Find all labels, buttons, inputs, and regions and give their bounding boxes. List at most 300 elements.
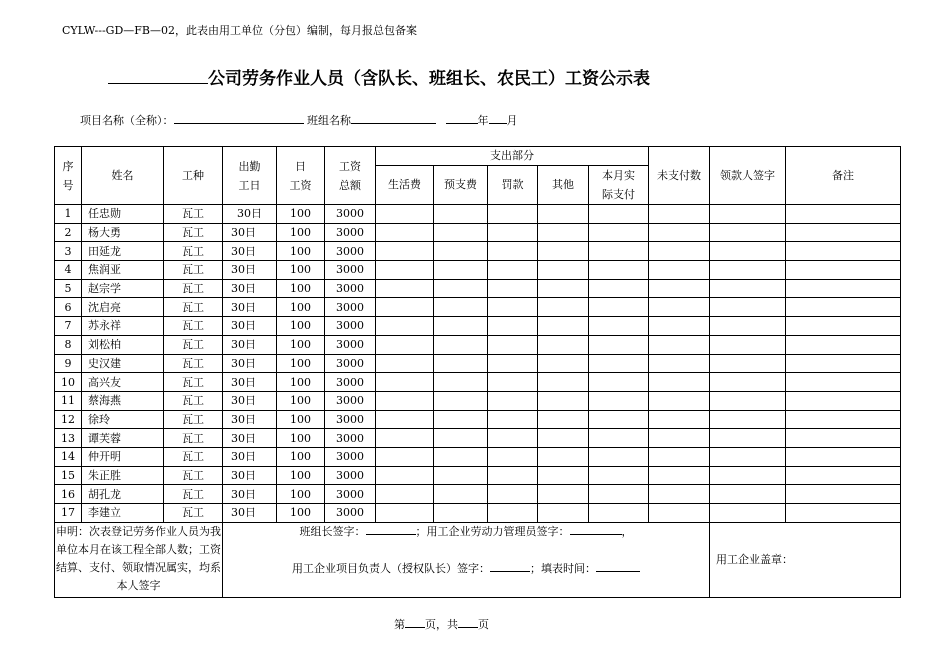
advance-cell	[434, 373, 488, 392]
remark-cell	[786, 317, 901, 336]
total-cell: 3000	[325, 410, 376, 429]
total-cell: 3000	[325, 335, 376, 354]
document-title	[108, 64, 650, 89]
seq-cell: 17	[55, 504, 82, 523]
col-living-header: 生活费	[376, 166, 434, 205]
days-cell: 30日	[223, 261, 277, 280]
advance-cell	[434, 242, 488, 261]
advance-cell	[434, 317, 488, 336]
remark-cell	[786, 504, 901, 523]
other-cell	[538, 504, 589, 523]
wage-cell: 100	[277, 223, 325, 242]
page-current-blank	[405, 616, 425, 628]
footer-row	[55, 522, 901, 597]
fill-time-blank[interactable]	[596, 560, 640, 572]
type-cell: 瓦工	[164, 466, 223, 485]
remark-cell	[786, 261, 901, 280]
other-cell	[538, 485, 589, 504]
remark-cell	[786, 242, 901, 261]
wage-cell: 100	[277, 205, 325, 224]
type-cell: 瓦工	[164, 354, 223, 373]
table-row	[55, 298, 901, 317]
penalty-cell	[488, 242, 538, 261]
seq-cell: 1	[55, 205, 82, 224]
days-cell: 30日	[223, 279, 277, 298]
total-cell: 3000	[325, 205, 376, 224]
type-cell: 瓦工	[164, 391, 223, 410]
other-cell	[538, 242, 589, 261]
type-cell: 瓦工	[164, 223, 223, 242]
unpaid-cell	[649, 447, 710, 466]
remark-cell	[786, 354, 901, 373]
sign-cell	[710, 429, 786, 448]
unpaid-cell	[649, 317, 710, 336]
col-advance-header: 预支费	[434, 166, 488, 205]
days-cell: 30日	[223, 485, 277, 504]
sign-cell	[710, 354, 786, 373]
other-cell	[538, 205, 589, 224]
actual-cell	[589, 223, 649, 242]
name-cell: 任忠勋	[82, 205, 164, 224]
type-cell: 瓦工	[164, 335, 223, 354]
penalty-cell	[488, 223, 538, 242]
col-type-header: 工种	[164, 147, 223, 205]
name-cell: 高兴友	[82, 373, 164, 392]
statement-cell: 申明：次表登记劳务作业人员为我单位本月在该工程全部人数；工资结算、支付、领取情况属实，均系本人签字	[55, 522, 223, 597]
name-cell: 李建立	[82, 504, 164, 523]
type-cell: 瓦工	[164, 410, 223, 429]
table-row	[55, 335, 901, 354]
actual-cell	[589, 205, 649, 224]
sign-cell	[710, 223, 786, 242]
seq-cell: 11	[55, 391, 82, 410]
name-cell: 刘松柏	[82, 335, 164, 354]
wage-cell: 100	[277, 485, 325, 504]
days-cell: 30日	[223, 205, 277, 224]
unpaid-cell	[649, 242, 710, 261]
days-cell: 30日	[223, 504, 277, 523]
days-cell: 30日	[223, 242, 277, 261]
page-mid: 页，共	[425, 618, 458, 631]
type-cell: 瓦工	[164, 205, 223, 224]
name-cell: 田延龙	[82, 242, 164, 261]
table-row	[55, 410, 901, 429]
other-cell	[538, 261, 589, 280]
col-actual-header: 本月实 际支付	[589, 166, 649, 205]
advance-cell	[434, 205, 488, 224]
remark-cell	[786, 466, 901, 485]
table-row	[55, 504, 901, 523]
advance-cell	[434, 466, 488, 485]
actual-cell	[589, 447, 649, 466]
total-cell: 3000	[325, 485, 376, 504]
name-cell: 仲开明	[82, 447, 164, 466]
other-cell	[538, 447, 589, 466]
col-name-header: 姓名	[82, 147, 164, 205]
penalty-cell	[488, 504, 538, 523]
total-cell: 3000	[325, 317, 376, 336]
remark-cell	[786, 429, 901, 448]
seq-cell: 14	[55, 447, 82, 466]
sign-cell	[710, 485, 786, 504]
remark-cell	[786, 485, 901, 504]
name-cell: 胡孔龙	[82, 485, 164, 504]
seq-cell: 15	[55, 466, 82, 485]
other-cell	[538, 223, 589, 242]
days-cell: 30日	[223, 223, 277, 242]
form-code-note: CYLW---GD—FB—02，此表由用工单位（分包）编制，每月报总包备案	[62, 24, 418, 37]
days-cell: 30日	[223, 466, 277, 485]
living-cell	[376, 485, 434, 504]
col-remark-header: 备注	[786, 147, 901, 205]
fill-time-label: ；填表时间：	[530, 561, 596, 575]
other-cell	[538, 354, 589, 373]
month-blank	[489, 112, 507, 124]
unpaid-cell	[649, 354, 710, 373]
days-cell: 30日	[223, 354, 277, 373]
wage-cell: 100	[277, 279, 325, 298]
wage-cell: 100	[277, 391, 325, 410]
type-cell: 瓦工	[164, 504, 223, 523]
days-cell: 30日	[223, 391, 277, 410]
living-cell	[376, 317, 434, 336]
living-cell	[376, 410, 434, 429]
total-cell: 3000	[325, 223, 376, 242]
seq-cell: 12	[55, 410, 82, 429]
days-cell: 30日	[223, 373, 277, 392]
unpaid-cell	[649, 205, 710, 224]
total-cell: 3000	[325, 279, 376, 298]
year-label: 年	[477, 114, 489, 127]
living-cell	[376, 261, 434, 280]
seq-cell: 8	[55, 335, 82, 354]
living-cell	[376, 373, 434, 392]
wage-cell: 100	[277, 298, 325, 317]
sign-cell	[710, 410, 786, 429]
page-suffix: 页	[478, 618, 489, 631]
type-cell: 瓦工	[164, 298, 223, 317]
advance-cell	[434, 504, 488, 523]
col-sign-header: 领款人签字	[710, 147, 786, 205]
seq-cell: 4	[55, 261, 82, 280]
living-cell	[376, 354, 434, 373]
remark-cell	[786, 410, 901, 429]
days-cell: 30日	[223, 298, 277, 317]
sign-cell	[710, 242, 786, 261]
name-cell: 谭芙蓉	[82, 429, 164, 448]
days-cell: 30日	[223, 410, 277, 429]
seq-cell: 7	[55, 317, 82, 336]
total-cell: 3000	[325, 354, 376, 373]
project-info-row	[80, 112, 518, 128]
actual-cell	[589, 317, 649, 336]
type-cell: 瓦工	[164, 447, 223, 466]
wage-cell: 100	[277, 354, 325, 373]
other-cell	[538, 335, 589, 354]
unpaid-cell	[649, 410, 710, 429]
advance-cell	[434, 223, 488, 242]
advance-cell	[434, 429, 488, 448]
company-name-blank	[108, 67, 208, 84]
project-name-blank	[174, 112, 304, 124]
table-body	[55, 205, 901, 523]
table-row	[55, 242, 901, 261]
table-row	[55, 391, 901, 410]
living-cell	[376, 223, 434, 242]
seq-cell: 6	[55, 298, 82, 317]
col-other-header: 其他	[538, 166, 589, 205]
penalty-cell	[488, 205, 538, 224]
remark-cell	[786, 391, 901, 410]
penalty-cell	[488, 317, 538, 336]
advance-cell	[434, 261, 488, 280]
other-cell	[538, 466, 589, 485]
penalty-cell	[488, 485, 538, 504]
remark-cell	[786, 373, 901, 392]
sign-cell	[710, 317, 786, 336]
other-cell	[538, 317, 589, 336]
team-name-blank	[351, 112, 436, 124]
advance-cell	[434, 391, 488, 410]
advance-cell	[434, 354, 488, 373]
days-cell: 30日	[223, 335, 277, 354]
other-cell	[538, 373, 589, 392]
project-manager-sign-blank[interactable]	[490, 560, 530, 572]
living-cell	[376, 466, 434, 485]
actual-cell	[589, 410, 649, 429]
total-cell: 3000	[325, 447, 376, 466]
remark-cell	[786, 298, 901, 317]
page-total-blank	[458, 616, 478, 628]
team-leader-sign-blank[interactable]	[366, 523, 416, 535]
actual-cell	[589, 504, 649, 523]
penalty-cell	[488, 335, 538, 354]
unpaid-cell	[649, 391, 710, 410]
remark-cell	[786, 279, 901, 298]
name-cell: 焦润亚	[82, 261, 164, 280]
sign-cell	[710, 466, 786, 485]
total-cell: 3000	[325, 466, 376, 485]
name-cell: 史汉建	[82, 354, 164, 373]
signature-line-1: 班组长签字： ；用工企业劳动力管理员签字： ，	[299, 524, 633, 538]
days-cell: 30日	[223, 447, 277, 466]
unpaid-cell	[649, 261, 710, 280]
actual-cell	[589, 391, 649, 410]
sign-cell	[710, 279, 786, 298]
other-cell	[538, 279, 589, 298]
actual-cell	[589, 279, 649, 298]
sign-cell	[710, 373, 786, 392]
type-cell: 瓦工	[164, 373, 223, 392]
seq-cell: 10	[55, 373, 82, 392]
unpaid-cell	[649, 373, 710, 392]
team-name-label: 班组名称	[307, 114, 351, 127]
name-cell: 朱正胜	[82, 466, 164, 485]
sign-cell	[710, 391, 786, 410]
advance-cell	[434, 410, 488, 429]
actual-cell	[589, 485, 649, 504]
wage-table	[54, 146, 901, 598]
penalty-cell	[488, 429, 538, 448]
sign-cell	[710, 335, 786, 354]
actual-cell	[589, 335, 649, 354]
table-row	[55, 485, 901, 504]
remark-cell	[786, 205, 901, 224]
sign-cell	[710, 504, 786, 523]
wage-cell: 100	[277, 242, 325, 261]
wage-cell: 100	[277, 504, 325, 523]
penalty-cell	[488, 279, 538, 298]
penalty-cell	[488, 410, 538, 429]
seq-cell: 9	[55, 354, 82, 373]
unpaid-cell	[649, 429, 710, 448]
type-cell: 瓦工	[164, 485, 223, 504]
living-cell	[376, 447, 434, 466]
actual-cell	[589, 373, 649, 392]
penalty-cell	[488, 391, 538, 410]
total-cell: 3000	[325, 391, 376, 410]
year-blank	[446, 112, 478, 124]
seq-cell: 3	[55, 242, 82, 261]
penalty-cell	[488, 298, 538, 317]
total-cell: 3000	[325, 504, 376, 523]
unpaid-cell	[649, 298, 710, 317]
seq-cell: 5	[55, 279, 82, 298]
advance-cell	[434, 447, 488, 466]
labor-manager-sign-blank[interactable]	[570, 523, 622, 535]
other-cell	[538, 410, 589, 429]
table-row	[55, 317, 901, 336]
type-cell: 瓦工	[164, 261, 223, 280]
name-cell: 蔡海燕	[82, 391, 164, 410]
table-row	[55, 223, 901, 242]
title-text: 公司劳务作业人员（含队长、班组长、农民工）工资公示表	[208, 69, 650, 89]
total-cell: 3000	[325, 298, 376, 317]
living-cell	[376, 242, 434, 261]
wage-cell: 100	[277, 429, 325, 448]
penalty-cell	[488, 261, 538, 280]
living-cell	[376, 298, 434, 317]
wage-cell: 100	[277, 261, 325, 280]
col-seq-header: 序 号	[55, 147, 82, 205]
penalty-cell	[488, 466, 538, 485]
living-cell	[376, 335, 434, 354]
penalty-cell	[488, 354, 538, 373]
table-row	[55, 466, 901, 485]
days-cell: 30日	[223, 429, 277, 448]
living-cell	[376, 391, 434, 410]
unpaid-cell	[649, 335, 710, 354]
page-prefix: 第	[394, 618, 405, 631]
remark-cell	[786, 335, 901, 354]
unpaid-cell	[649, 279, 710, 298]
seq-cell: 2	[55, 223, 82, 242]
labor-manager-sign-label: ；用工企业劳动力管理员签字：	[415, 524, 570, 538]
advance-cell	[434, 279, 488, 298]
unpaid-cell	[649, 485, 710, 504]
sign-cell	[710, 261, 786, 280]
advance-cell	[434, 298, 488, 317]
sign-cell	[710, 298, 786, 317]
col-penalty-header: 罚款	[488, 166, 538, 205]
name-cell: 苏永祥	[82, 317, 164, 336]
total-cell: 3000	[325, 242, 376, 261]
company-stamp-cell: 用工企业盖章：	[710, 522, 901, 597]
expense-group-header: 支出部分	[376, 147, 649, 166]
actual-cell	[589, 261, 649, 280]
unpaid-cell	[649, 223, 710, 242]
table-row	[55, 205, 901, 224]
month-label: 月	[506, 114, 518, 127]
name-cell: 赵宗学	[82, 279, 164, 298]
seq-cell: 16	[55, 485, 82, 504]
table-row	[55, 373, 901, 392]
total-cell: 3000	[325, 261, 376, 280]
total-cell: 3000	[325, 429, 376, 448]
team-leader-sign-label: 班组长签字：	[299, 524, 366, 538]
penalty-cell	[488, 447, 538, 466]
actual-cell	[589, 242, 649, 261]
table-row	[55, 447, 901, 466]
living-cell	[376, 429, 434, 448]
col-wage-header: 日 工资	[277, 147, 325, 205]
advance-cell	[434, 335, 488, 354]
remark-cell	[786, 223, 901, 242]
total-cell: 3000	[325, 373, 376, 392]
table-row	[55, 354, 901, 373]
wage-cell: 100	[277, 466, 325, 485]
project-name-label: 项目名称（全称）：	[80, 114, 174, 127]
advance-cell	[434, 485, 488, 504]
wage-cell: 100	[277, 410, 325, 429]
type-cell: 瓦工	[164, 317, 223, 336]
table-row	[55, 429, 901, 448]
other-cell	[538, 429, 589, 448]
signature-line-2	[223, 560, 709, 578]
actual-cell	[589, 429, 649, 448]
name-cell: 沈启亮	[82, 298, 164, 317]
table-row	[55, 279, 901, 298]
actual-cell	[589, 354, 649, 373]
remark-cell	[786, 447, 901, 466]
name-cell: 杨大勇	[82, 223, 164, 242]
type-cell: 瓦工	[164, 429, 223, 448]
col-days-header: 出勤 工日	[223, 147, 277, 205]
wage-cell: 100	[277, 335, 325, 354]
other-cell	[538, 391, 589, 410]
seq-cell: 13	[55, 429, 82, 448]
living-cell	[376, 205, 434, 224]
sign-cell	[710, 447, 786, 466]
type-cell: 瓦工	[164, 242, 223, 261]
page-number	[394, 616, 489, 632]
col-total-header: 工资 总额	[325, 147, 376, 205]
days-cell: 30日	[223, 317, 277, 336]
actual-cell	[589, 298, 649, 317]
unpaid-cell	[649, 504, 710, 523]
project-manager-sign-label: 用工企业项目负责人（授权队长）签字：	[292, 561, 490, 575]
sign-cell	[710, 205, 786, 224]
penalty-cell	[488, 373, 538, 392]
actual-cell	[589, 466, 649, 485]
col-unpaid-header: 未支付数	[649, 147, 710, 205]
name-cell: 徐玲	[82, 410, 164, 429]
wage-cell: 100	[277, 447, 325, 466]
living-cell	[376, 504, 434, 523]
wage-cell: 100	[277, 373, 325, 392]
type-cell: 瓦工	[164, 279, 223, 298]
wage-cell: 100	[277, 317, 325, 336]
